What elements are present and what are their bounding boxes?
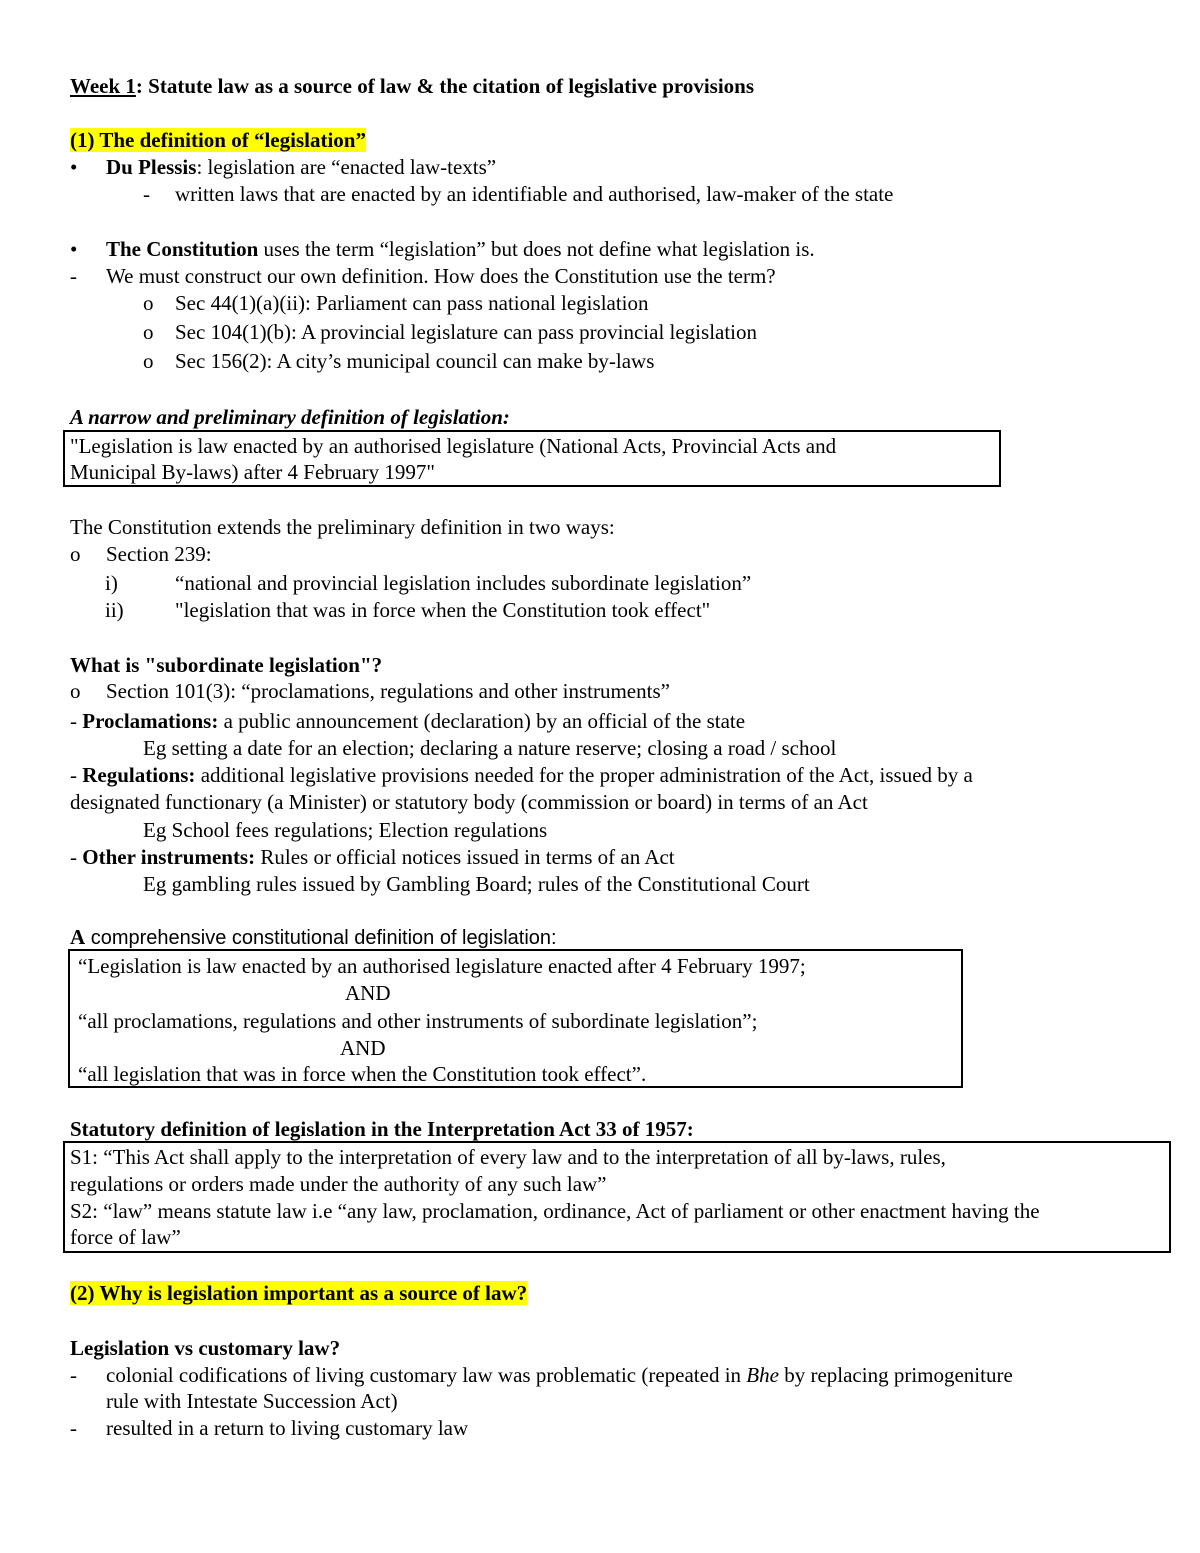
dash-marker: - bbox=[70, 264, 77, 288]
proclamations-label: Proclamations: bbox=[82, 709, 219, 733]
stat-box-line: S2: “law” means statute law i.e “any law, proclamation, ordinance, Act of parliament or other enactment having the bbox=[70, 1199, 1040, 1223]
roman-item bbox=[105, 570, 751, 596]
proclamations-example: Eg setting a date for an election; declaring a nature reserve; closing a road / school bbox=[143, 736, 837, 760]
customary-bullet-text-a: colonial codifications of living customary law was problematic (repeated in bbox=[106, 1363, 747, 1387]
other-instruments-example: Eg gambling rules issued by Gambling Board; rules of the Constitutional Court bbox=[143, 872, 810, 896]
page-title bbox=[70, 73, 754, 99]
circle-marker: o bbox=[143, 349, 154, 373]
bullet-icon: • bbox=[70, 155, 78, 179]
comp-box-and: AND bbox=[345, 981, 391, 1005]
comprehensive-heading bbox=[70, 924, 557, 951]
narrow-box-line: "Legislation is law enacted by an authorised legislature (National Acts, Provincial Acts and bbox=[70, 434, 837, 458]
section-2-heading-text: (2) Why is legislation important as a source of law? bbox=[70, 1281, 528, 1305]
circle-marker: o bbox=[70, 542, 81, 566]
section-2-heading bbox=[70, 1280, 527, 1306]
regulations-example: Eg School fees regulations; Election regulations bbox=[143, 818, 548, 842]
other-instruments-label: Other instruments: bbox=[82, 845, 256, 869]
section-239-item bbox=[70, 541, 212, 567]
narrow-definition-heading: A narrow and preliminary definition of legislation: bbox=[70, 405, 510, 429]
construct-text: We must construct our own definition. How does the Constitution use the term? bbox=[106, 264, 776, 288]
circle-marker: o bbox=[143, 291, 154, 315]
section-text: Sec 104(1)(b): A provincial legislature can pass provincial legislation bbox=[175, 320, 758, 344]
comp-box-and: AND bbox=[340, 1036, 386, 1060]
roman-text: “national and provincial legislation includes subordinate legislation” bbox=[175, 571, 752, 595]
section-239-text: Section 239: bbox=[106, 542, 212, 566]
customary-heading: Legislation vs customary law? bbox=[70, 1336, 341, 1360]
comprehensive-text: comprehensive constitutional definition of legislation: bbox=[85, 927, 557, 949]
section-list-item bbox=[143, 348, 654, 374]
section-101-item bbox=[70, 678, 670, 704]
dash-marker: - bbox=[70, 709, 77, 733]
proclamations-text: a public announcement (declaration) by an official of the state bbox=[218, 709, 746, 733]
title-colon: : bbox=[135, 74, 143, 98]
bullet-constitution bbox=[70, 236, 815, 262]
bullet-icon: • bbox=[70, 237, 78, 261]
section-1-heading bbox=[70, 127, 366, 153]
circle-marker: o bbox=[70, 679, 81, 703]
dash-marker: - bbox=[70, 763, 77, 787]
section-list-item bbox=[143, 290, 649, 316]
stat-box-line: regulations or orders made under the authority of any such law” bbox=[70, 1172, 607, 1196]
du-plessis-text: : legislation are “enacted law-texts” bbox=[196, 155, 497, 179]
dash-marker: - bbox=[70, 1363, 77, 1387]
stat-box-line: S1: “This Act shall apply to the interpretation of every law and to the interpretation of all by-laws, rules, bbox=[70, 1145, 946, 1169]
proclamations-item bbox=[70, 708, 745, 734]
comprehensive-a: A bbox=[70, 925, 86, 949]
comp-box-line: “all legislation that was in force when the Constitution took effect”. bbox=[78, 1062, 647, 1086]
dash-marker: - bbox=[143, 182, 150, 206]
narrow-box-line: Municipal By-laws) after 4 February 1997" bbox=[70, 460, 435, 484]
du-plessis-name: Du Plessis bbox=[106, 155, 197, 179]
roman-text: "legislation that was in force when the Constitution took effect" bbox=[175, 598, 711, 622]
section-list-item bbox=[143, 319, 757, 345]
comp-box-line: “Legislation is law enacted by an authorised legislature enacted after 4 February 1997; bbox=[78, 954, 806, 978]
roman-numeral: ii) bbox=[105, 598, 124, 622]
customary-bullet bbox=[70, 1362, 1013, 1388]
section-text: Sec 44(1)(a)(ii): Parliament can pass national legislation bbox=[175, 291, 649, 315]
customary-bullet-2-text: resulted in a return to living customary law bbox=[106, 1416, 469, 1440]
title-text: Statute law as a source of law & the citation of legislative provisions bbox=[142, 74, 755, 98]
roman-item bbox=[105, 597, 710, 623]
extends-text: The Constitution extends the preliminary definition in two ways: bbox=[70, 515, 615, 539]
dash-marker: - bbox=[70, 1416, 77, 1440]
customary-bullet-line-2: rule with Intestate Succession Act) bbox=[106, 1389, 398, 1413]
title-week: Week 1 bbox=[70, 74, 136, 98]
regulations-item bbox=[70, 762, 973, 788]
regulations-text-line-2: designated functionary (a Minister) or statutory body (commission or board) in terms of an Act bbox=[70, 790, 868, 814]
du-plessis-sub-item bbox=[143, 181, 893, 207]
constitution-name: The Constitution bbox=[106, 237, 259, 261]
statutory-heading: Statutory definition of legislation in the Interpretation Act 33 of 1957: bbox=[70, 1117, 694, 1141]
regulations-text: additional legislative provisions needed for the proper administration of the Act, issued by a bbox=[195, 763, 973, 787]
case-name-bhe: Bhe bbox=[746, 1363, 779, 1387]
subordinate-heading: What is "subordinate legislation"? bbox=[70, 653, 383, 677]
bullet-du-plessis bbox=[70, 154, 496, 180]
section-101-text: Section 101(3): “proclamations, regulations and other instruments” bbox=[106, 679, 670, 703]
dash-marker: - bbox=[70, 845, 77, 869]
comp-box-line: “all proclamations, regulations and other instruments of subordinate legislation”; bbox=[78, 1009, 758, 1033]
roman-numeral: i) bbox=[105, 571, 118, 595]
other-instruments-item bbox=[70, 844, 675, 870]
section-text: Sec 156(2): A city’s municipal council can make by-laws bbox=[175, 349, 655, 373]
du-plessis-sub-text: written laws that are enacted by an identifiable and authorised, law-maker of the state bbox=[175, 182, 894, 206]
construct-item bbox=[70, 263, 776, 289]
stat-box-line: force of law” bbox=[70, 1225, 181, 1249]
circle-marker: o bbox=[143, 320, 154, 344]
customary-bullet bbox=[70, 1415, 468, 1441]
other-instruments-text: Rules or official notices issued in terms of an Act bbox=[255, 845, 675, 869]
customary-bullet-text-b: by replacing primogeniture bbox=[778, 1363, 1013, 1387]
constitution-text: uses the term “legislation” but does not define what legislation is. bbox=[258, 237, 815, 261]
regulations-label: Regulations: bbox=[82, 763, 196, 787]
section-1-heading-text: (1) The definition of “legislation” bbox=[70, 128, 366, 152]
